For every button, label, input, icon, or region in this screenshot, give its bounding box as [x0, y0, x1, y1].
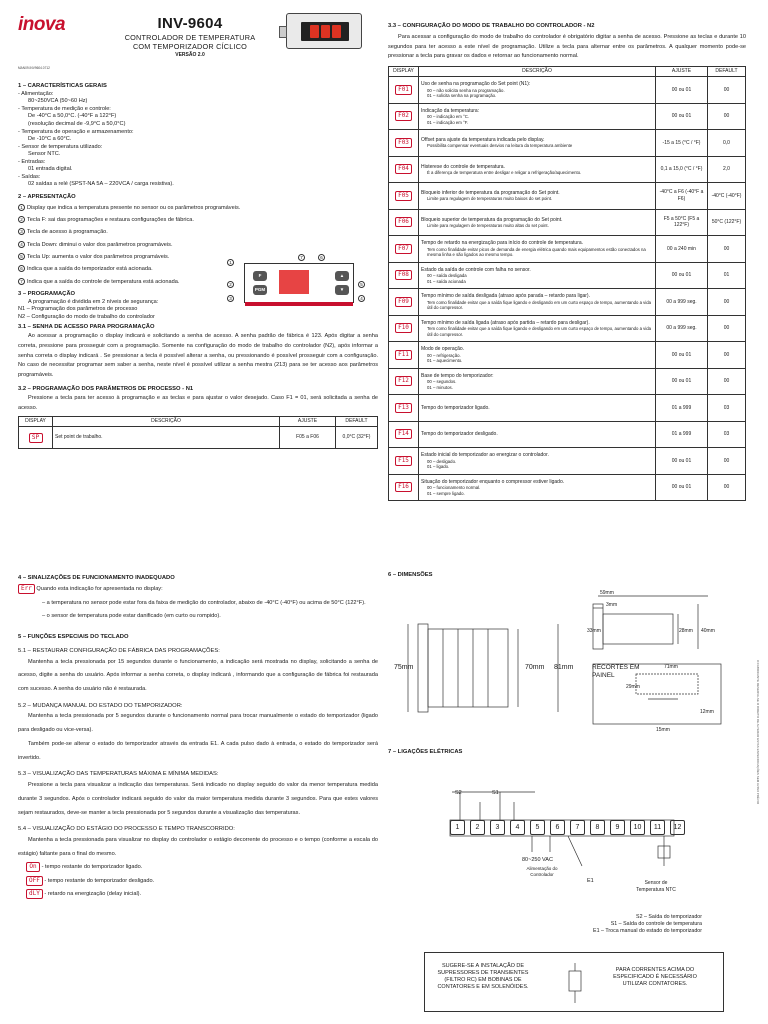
section-heading-programming: 3 – PROGRAMAÇÃO — [18, 290, 76, 297]
feature-line: - Temperatura de medição e controle: — [18, 105, 111, 112]
adjust-cell: 00 ou 01 — [656, 342, 708, 369]
document-code: MAN09.INV9604.0712 — [18, 66, 50, 70]
default-cell: 00 — [708, 315, 746, 342]
adjust-cell: 00 ou 01 — [656, 262, 708, 289]
item-number: 6 — [18, 265, 25, 272]
n2-paragraph: Para acessar a configuração do modo de trabalho do controlador é obrigatório digitar a senha de acesso. Pressione as teclas e durante 10 segundos para ter acesso a este nível de programação. Utilize a tecla para alternar entre os parâmetros. A qualquer momento pode-se pressionar a tecla para gravar os dados e retornar ao funcionamento normal. — [388, 33, 746, 60]
subsection-minmax: 5.3 – VISUALIZAÇÃO DAS TEMPERATURAS MÁXIMA E MÍNIMA MEDIDAS: — [18, 771, 219, 778]
callout-1: 1 — [227, 259, 236, 267]
dim-33mm: 33mm — [587, 628, 601, 634]
default-cell: 0,0°C (32°F) — [336, 427, 378, 449]
feature-line: - Alimentação: — [18, 90, 54, 97]
callout-4: 4 — [358, 295, 367, 303]
panel-cutout-label: RECORTES EM PAINEL — [592, 664, 640, 679]
label-power: Alimentação do Controlador — [526, 866, 558, 878]
f-key: F — [253, 271, 267, 281]
item-text: Tecla F: sai das programações e restaura configurações de fábrica. — [27, 217, 194, 224]
table-row — [389, 474, 746, 501]
adjust-cell: 00 ou 01 — [656, 474, 708, 501]
terminal: 1 — [450, 820, 465, 835]
section-heading-n2: 3.3 – CONFIGURAÇÃO DO MODO DE TRABALHO DO CONTROLADOR - N2 — [388, 23, 595, 29]
version-label: VERSÃO 2.0 — [175, 52, 205, 59]
table-row — [389, 315, 746, 342]
label-e1: E1 — [587, 878, 594, 884]
table-row — [389, 421, 746, 448]
callout-2: 2 — [227, 281, 236, 289]
relay-coil-icon — [565, 963, 585, 1003]
table-row — [389, 262, 746, 289]
default-cell: 00 — [708, 77, 746, 104]
display-code-cell: F11 — [389, 342, 419, 369]
table-row — [389, 183, 746, 210]
description-cell: Bloqueio superior de temperatura da programação do Set point. Limite para regulagem de temperaturas muito altas do set point. — [419, 209, 656, 236]
level-n2: N2 – Configuração do modo de trabalho do controlador — [18, 313, 155, 320]
legend-line: S1 – Saída do controle de temperatura — [610, 920, 702, 927]
item-text: Indica que a saída do temporizador está acionada. — [27, 266, 153, 273]
timer-paragraph-a: Mantenha a tecla pressionada por 5 segundos durante o funcionamento normal para trocar manualmente o estado do temporizador (ligado para desligado ou vice-versa). — [18, 713, 378, 734]
terminal: 3 — [490, 820, 505, 835]
dim-71mm: 71mm — [664, 664, 678, 670]
dim-3mm: 3mm — [606, 602, 618, 608]
display-code-cell: F06 — [389, 209, 419, 236]
display-code-cell: F08 — [389, 262, 419, 289]
adjust-cell: 00 ou 01 — [656, 368, 708, 395]
description-cell: Tempo do temporizador desligado. — [419, 421, 656, 448]
callout-3: 3 — [227, 295, 236, 303]
terminal: 7 — [570, 820, 585, 835]
description-cell: Estado da saída de controle com falha no sensor. 00 – saída desligada 01 – saída acionada — [419, 262, 656, 289]
document-title-block — [120, 14, 260, 59]
adjust-cell: 00 a 240 min — [656, 236, 708, 263]
default-cell: 03 — [708, 421, 746, 448]
display-code-cell: F10 — [389, 315, 419, 342]
subsection-stage: 5.4 – VISUALIZAÇÃO DO ESTÁGIO DO PROCESSO E TEMPO TRANSCORRIDO: — [18, 826, 235, 833]
section-heading-wiring: 7 – LIGAÇÕES ELÉTRICAS — [388, 749, 463, 755]
adjust-cell: 00 a 999 seg. — [656, 315, 708, 342]
description-cell: Bloqueio inferior de temperatura da programação do Set point. Limite para regulagem de temperaturas muito baixos do set point. — [419, 183, 656, 210]
section-heading-keyboard: 5 – FUNÇÕES ESPECIAIS DO TECLADO — [18, 633, 129, 640]
section-heading-password: 3.1 – SENHA DE ACESSO PARA PROGRAMAÇÃO — [18, 324, 155, 331]
default-cell: 03 — [708, 395, 746, 422]
table-header: AJUSTE — [280, 417, 336, 427]
adjust-cell: 00 a 999 seg. — [656, 289, 708, 316]
table-header: DEFAULT — [708, 67, 746, 77]
dim-29mm: 29mm — [626, 684, 640, 690]
display-code-cell: F05 — [389, 183, 419, 210]
terminal: 12 — [670, 820, 685, 835]
adjust-cell: F05 a F06 — [280, 427, 336, 449]
installation-note-box — [424, 952, 724, 1012]
stage-paragraph: Mantenha a tecla pressionada para visualizar no display do controlador o estágio decorrente do processo e o tempo (conforme a escala do estágio) faltante para o final do mesmo. — [18, 837, 378, 857]
callout-7: 7 — [298, 254, 307, 262]
feature-line: 01 entrada digital. — [28, 166, 73, 173]
adjust-cell: -15 a 15 (°C / °F) — [656, 130, 708, 157]
feature-line: - Entradas: — [18, 158, 46, 165]
default-cell: 0,0 — [708, 130, 746, 157]
description-cell: Modo de operação. 00 – refrigeração. 01 – aquecimento. — [419, 342, 656, 369]
feature-line: Sensor NTC. — [28, 151, 61, 158]
presentation-item — [18, 202, 378, 214]
label-sensor: Sensor de Temperatura NTC — [636, 880, 676, 893]
description-cell: Estado inicial do temporizador ao energizar o controlador. 00 – desligado. 01 – ligado. — [419, 448, 656, 475]
programming-intro: A programação é dividida em 2 níveis de segurança: — [28, 298, 159, 305]
legend-line: S2 – Saída do temporizador — [636, 914, 702, 920]
dim-28mm: 28mm — [679, 628, 693, 634]
dim-81mm: 81mm — [554, 664, 574, 671]
item-text: Indica que a saída do controle de temperatura está acionada. — [27, 278, 180, 285]
adjust-cell: 0,1 a 15,0 (°C / °F) — [656, 156, 708, 183]
terminal: 5 — [530, 820, 545, 835]
feature-line: - Saídas: — [18, 173, 41, 180]
display-code-cell: F04 — [389, 156, 419, 183]
display-code-cell: F02 — [389, 103, 419, 130]
note-right: PARA CORRENTES ACIMA DO ESPECIFICADO É NECESSÁRIO UTILIZAR CONTATORES. — [613, 967, 697, 987]
feature-line: De -10°C a 60°C. — [28, 136, 72, 143]
section-heading-n1: 3.2 – PROGRAMAÇÃO DOS PARÂMETROS DE PROCESSO - N1 — [18, 385, 194, 392]
adjust-cell: 00 ou 01 — [656, 103, 708, 130]
setpoint-table — [18, 416, 378, 449]
item-number: 7 — [18, 278, 25, 285]
presentation-item — [18, 226, 378, 238]
item-text: Tecla Down: diminui o valor dos parâmetros programáveis. — [27, 241, 173, 248]
feature-line: - Sensor de temperatura utilizado: — [18, 143, 103, 150]
dim-75mm: 75mm — [394, 664, 414, 671]
feature-line: (resolução decimal de -9,9°C a 50,0°C) — [28, 121, 126, 127]
table-header: DESCRIÇÃO — [419, 67, 656, 77]
item-number: 5 — [18, 253, 25, 260]
callout-5: 5 — [358, 281, 367, 289]
terminal-strip — [450, 820, 687, 835]
display-code-cell: F16 — [389, 474, 419, 501]
table-header: DISPLAY — [389, 67, 419, 77]
error-code: Err — [18, 584, 35, 594]
table-header: AJUSTE — [656, 67, 708, 77]
wiring-legend — [560, 914, 702, 935]
stage-list: On - tempo restante do temporizador ligado. OFF - tempo restante do temporizador desligado. dLY - retardo na energização (delay inicial). — [26, 861, 378, 901]
dim-70mm: 70mm — [525, 664, 545, 671]
table-row — [389, 236, 746, 263]
subtitle-line-1: CONTROLADOR DE TEMPERATURA — [124, 33, 256, 43]
lower-left-column — [18, 572, 378, 902]
minmax-paragraph: Pressione a tecla para visualizar a indicação das temperaturas. Será indicado no display seguido do valor da menor temperatura medida durante 3 segundos. Após o controlador indicará seguido do valor da maior temperatura medida durante 3 segundos. Para que estes valores sejam restaurados, deve-se manter a tecla pressionada por 5 segundos durante a visualização das temperaturas. — [18, 782, 378, 816]
timer-paragraph-b: Também pode-se alterar o estado do temporizador através da entrada E1. A cada pulso dado à entrada, o estado do temporizador será invertido. — [18, 740, 378, 761]
adjust-cell: 00 ou 01 — [656, 448, 708, 475]
table-row — [389, 209, 746, 236]
default-cell: 00 — [708, 342, 746, 369]
presentation-item — [18, 214, 378, 226]
adjust-cell: 01 a 999 — [656, 395, 708, 422]
pgm-key: PGM — [253, 285, 267, 295]
terminal: 8 — [590, 820, 605, 835]
default-cell: 01 — [708, 262, 746, 289]
right-column — [388, 20, 746, 501]
default-cell: 00 — [708, 236, 746, 263]
default-cell: 00 — [708, 368, 746, 395]
device-illustration — [286, 13, 362, 49]
subtitle-line-2: COM TEMPORIZADOR CÍCLICO — [132, 41, 248, 51]
adjust-cell: 00 ou 01 — [656, 77, 708, 104]
note-left: SUGERE-SE A INSTALAÇÃO DE SUPRESSORES DE TRANSIENTES (FILTRO RC) EM BOBINAS DE CONTATORES E EM SOLENÓIDES. — [437, 963, 529, 990]
display-code-cell: F03 — [389, 130, 419, 157]
table-header: DISPLAY — [19, 417, 53, 427]
item-text: Display que indica a temperatura presente no sensor ou os parâmetros programáveis. — [27, 204, 241, 211]
feature-line: De -40°C a 50,0°C. (-40°F a 122°F) — [28, 113, 117, 120]
item-text: Tecla de acesso à programação. — [27, 229, 108, 236]
label-s1: S1 — [492, 790, 499, 796]
feature-line: 80~250VCA (50~60 Hz) — [28, 98, 88, 105]
feature-line: - Temperatura de operação e armazenamento: — [18, 128, 134, 135]
table-row — [389, 156, 746, 183]
feature-line: 02 saídas a relé (SPST-NA 5A – 220VCA / carga resistiva). — [28, 181, 174, 188]
table-row — [389, 395, 746, 422]
parameters-table — [388, 66, 746, 501]
description-cell: Offset para ajuste da temperatura indicada pelo display. Possibilita compensar eventuais desvios na leitura da temperatura ambiente — [419, 130, 656, 157]
display-code-cell: SP — [19, 427, 53, 449]
brand-logo: inova — [18, 14, 66, 35]
adjust-cell: F5 a 50°C (F5 a 122°F) — [656, 209, 708, 236]
adjust-cell: -40°C a F6 (-40°F a F6) — [656, 183, 708, 210]
default-cell: 2,0 — [708, 156, 746, 183]
description-cell: Tempo do temporizador ligado. — [419, 395, 656, 422]
default-cell: 00 — [708, 448, 746, 475]
description-cell: Set point de trabalho. — [53, 427, 280, 449]
panel-display — [279, 270, 309, 294]
table-row — [389, 342, 746, 369]
default-cell: 00 — [708, 474, 746, 501]
terminal: 11 — [650, 820, 665, 835]
terminal: 4 — [510, 820, 525, 835]
item-number: 2 — [18, 216, 25, 223]
table-header: DESCRIÇÃO — [53, 417, 280, 427]
default-cell: 50°C (122°F) — [708, 209, 746, 236]
presentation-item — [18, 239, 378, 251]
item-text: Tecla Up: aumenta o valor dos parâmetros programáveis. — [27, 253, 170, 260]
label-s2: S2 — [455, 790, 462, 796]
subsection-restore: 5.1 – RESTAURAR CONFIGURAÇÃO DE FÁBRICA DAS PROGRAMAÇÕES: — [18, 647, 220, 654]
restore-paragraph: Mantenha a tecla pressionada por 15 segundos durante o funcionamento, a indicação será mostrada no display, solicitando a senha de acesso, digite a senha do usuário. Após informar a senha correta, o display indicará , informando que a configuração de fábrica foi restaurada com sucesso. A senha do usuário não é restaurada. — [18, 658, 378, 692]
default-cell: 00 — [708, 103, 746, 130]
dim-59mm: 59mm — [600, 590, 614, 596]
section-heading-dimensions: 6 – DIMENSÕES — [388, 572, 433, 578]
label-vac: 80~250 VAC — [522, 857, 553, 863]
display-code-cell: F07 — [389, 236, 419, 263]
section-heading-errors: 4 – SINALIZAÇÕES DE FUNCIONAMENTO INADEQUADO — [18, 575, 175, 581]
table-row — [389, 130, 746, 157]
terminal: 9 — [610, 820, 625, 835]
item-number: 4 — [18, 241, 25, 248]
section-heading-general: 1 – CARACTERÍSTICAS GERAIS — [18, 83, 107, 89]
display-code-cell: F12 — [389, 368, 419, 395]
legend-line: E1 – Troca manual do estado do temporizador — [593, 927, 702, 934]
display-code-cell: F14 — [389, 421, 419, 448]
adjust-cell: 01 a 999 — [656, 421, 708, 448]
dim-12mm: 12mm — [700, 709, 714, 715]
terminal: 2 — [470, 820, 485, 835]
item-number: 1 — [18, 204, 25, 211]
table-row — [389, 448, 746, 475]
terminal: 10 — [630, 820, 645, 835]
table-row — [389, 368, 746, 395]
product-title: INV-9604 — [157, 15, 223, 32]
down-key: ▼ — [335, 285, 349, 295]
n1-paragraph: Pressione a tecla para ter acesso à programação e as teclas e para ajustar o valor desejado. Caso F1 = 01, será solicitada a senha de acesso. — [18, 394, 378, 411]
description-cell: Histerese do controle de temperatura. É a diferença de temperatura entre desligar e religar a refrigeração/aquecimento. — [419, 156, 656, 183]
table-row — [389, 103, 746, 130]
display-code-cell: F13 — [389, 395, 419, 422]
subsection-timer: 5.2 – MUDANÇA MANUAL DO ESTADO DO TEMPORIZADOR: — [18, 702, 183, 709]
dim-15mm: 15mm — [656, 727, 670, 733]
front-panel-figure — [244, 263, 354, 303]
error-paragraph: Err Quando esta indicação for apresentada no display: – a temperatura no sensor pode estar fora da faixa de medição do controlador, abaixo de -40°C (-40°F) ou acima de 50°C (122°F). – o sensor de temperatura pode estar danificado (em curto ou rompido). — [18, 583, 378, 624]
description-cell: Tempo mínimo de saída ligada (atraso após partida – retardo para desligar). Tem como finalidade evitar que a saída fique ligando e desligando em um curto espaço de tempo, aumentando a vida útil do compressor. — [419, 315, 656, 342]
description-cell: Indicação da temperatura: 00 – indicação em °C. 01 – indicação em °F. — [419, 103, 656, 130]
general-features-list — [18, 91, 378, 189]
display-code-cell: F15 — [389, 448, 419, 475]
section-heading-presentation: 2 – APRESENTAÇÃO — [18, 193, 76, 200]
display-code-cell: F01 — [389, 77, 419, 104]
description-cell: Situação do temporizador enquanto o compressor estiver ligado. 00 – funcionamento normal. 01 – sempre ligado. — [419, 474, 656, 501]
description-cell: Base de tempo do temporizador: 00 – segundos. 01 – minutos. — [419, 368, 656, 395]
default-cell: 00 — [708, 289, 746, 316]
terminal: 6 — [550, 820, 565, 835]
description-cell: Tempo mínimo de saída desligada (atraso após parada – retardo para ligar). Tem como finalidade evitar que a saída fique ligando e desligando em um curto espaço de tempo, aumentando a vida útil do compressor. — [419, 289, 656, 316]
dim-40mm: 40mm — [701, 628, 715, 634]
callout-6: 6 — [318, 254, 327, 262]
password-paragraph: Ao acessar a programação o display indicará e solicitando a senha de acesso. A senha padrão de fábrica é 123. Após digitar a senha correta, pressione para prosseguir com a programação. Somente na configuração do modo de trabalho do controlador (N2), após informar a senha correta o display indicará . Se pressionar a tecla é possível alterar a senha, ou pressionando é possível prosseguir com a configuração. No caso de necessitar programar sem saber a senha, neste nível é possível utilizar a senha mestra (213) para se ter acesso aos parâmetros programáveis. — [18, 333, 378, 379]
up-key: ▲ — [335, 271, 349, 281]
table-row — [389, 289, 746, 316]
table-row — [389, 77, 746, 104]
level-n1: N1 – Programação dos parâmetros de processo — [18, 306, 138, 313]
table-header: DEFAULT — [336, 417, 378, 427]
display-code-cell: F09 — [389, 289, 419, 316]
item-number: 3 — [18, 228, 25, 235]
description-cell: Tempo de retardo na energização para início do controle de temperatura. Tem como finalidade evitar picos de demanda de energia elétrica quando mais equipamentos estão conectados na mesma linha e são ligados ao mesmo tempo. — [419, 236, 656, 263]
default-cell: -40°C (-40°F) — [708, 183, 746, 210]
side-disclaimer: O FABRICANTE RESERVA-SE O DIREITO DE ALTERAR ESTAS ESPECIFICAÇÕES SEM AVISO PRÉVIO — [756, 660, 760, 805]
description-cell: Uso de senha na programação do Set point (N1): 00 – não solicita senha na programação. 01 – solicita senha na programação. — [419, 77, 656, 104]
